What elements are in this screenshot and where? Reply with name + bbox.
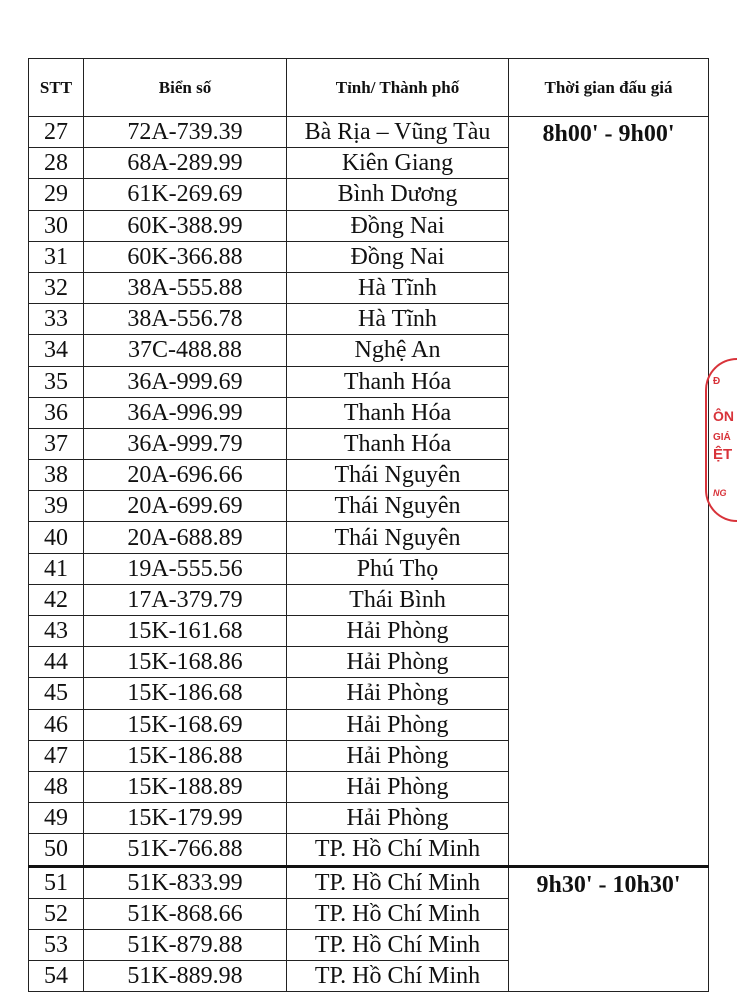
- row-stt: 36: [29, 397, 84, 428]
- row-stt: 44: [29, 647, 84, 678]
- row-stt: 37: [29, 428, 84, 459]
- row-stt: 47: [29, 740, 84, 771]
- row-province: TP. Hồ Chí Minh: [287, 834, 509, 866]
- row-plate: 68A-289.99: [84, 148, 287, 179]
- row-province: Thái Nguyên: [287, 460, 509, 491]
- stamp-text: ỆT: [713, 446, 733, 463]
- table-row: [29, 866, 709, 898]
- row-plate: 72A-739.39: [84, 117, 287, 148]
- row-province: Hải Phòng: [287, 771, 509, 802]
- row-stt: 32: [29, 272, 84, 303]
- row-stt: 40: [29, 522, 84, 553]
- table-row: [29, 117, 709, 148]
- row-stt: 45: [29, 678, 84, 709]
- auction-time-slot: 8h00' - 9h00': [509, 117, 709, 867]
- row-plate: 37C-488.88: [84, 335, 287, 366]
- row-stt: 53: [29, 929, 84, 960]
- row-stt: 54: [29, 961, 84, 992]
- row-plate: 15K-161.68: [84, 616, 287, 647]
- table-body: [29, 117, 709, 992]
- row-province: Thái Bình: [287, 584, 509, 615]
- stamp-text: NG: [713, 488, 727, 498]
- row-stt: 31: [29, 241, 84, 272]
- auction-schedule-table: [28, 58, 709, 992]
- row-stt: 49: [29, 803, 84, 834]
- row-province: Thái Nguyên: [287, 491, 509, 522]
- header-plate: Biển số: [84, 59, 287, 117]
- row-province: Hải Phòng: [287, 616, 509, 647]
- row-province: Hải Phòng: [287, 803, 509, 834]
- row-province: Phú Thọ: [287, 553, 509, 584]
- row-plate: 15K-186.88: [84, 740, 287, 771]
- row-stt: 46: [29, 709, 84, 740]
- row-stt: 38: [29, 460, 84, 491]
- row-province: Nghệ An: [287, 335, 509, 366]
- header-row: [29, 59, 709, 117]
- row-province: TP. Hồ Chí Minh: [287, 866, 509, 898]
- row-stt: 43: [29, 616, 84, 647]
- row-province: Hải Phòng: [287, 740, 509, 771]
- row-province: Thanh Hóa: [287, 366, 509, 397]
- header-stt: STT: [29, 59, 84, 117]
- row-stt: 42: [29, 584, 84, 615]
- row-plate: 19A-555.56: [84, 553, 287, 584]
- row-stt: 39: [29, 491, 84, 522]
- row-province: Kiên Giang: [287, 148, 509, 179]
- header-province: Tỉnh/ Thành phố: [287, 59, 509, 117]
- row-plate: 38A-556.78: [84, 304, 287, 335]
- row-plate: 38A-555.88: [84, 272, 287, 303]
- row-stt: 30: [29, 210, 84, 241]
- row-province: Thanh Hóa: [287, 397, 509, 428]
- row-province: TP. Hồ Chí Minh: [287, 898, 509, 929]
- row-province: Bà Rịa – Vũng Tàu: [287, 117, 509, 148]
- row-stt: 33: [29, 304, 84, 335]
- auction-time-slot: 9h30' - 10h30': [509, 866, 709, 992]
- header-auction-time: Thời gian đấu giá: [509, 59, 709, 117]
- row-plate: 36A-996.99: [84, 397, 287, 428]
- row-stt: 51: [29, 866, 84, 898]
- row-stt: 52: [29, 898, 84, 929]
- row-stt: 34: [29, 335, 84, 366]
- row-plate: 51K-766.88: [84, 834, 287, 866]
- row-stt: 50: [29, 834, 84, 866]
- row-province: Hải Phòng: [287, 647, 509, 678]
- row-stt: 28: [29, 148, 84, 179]
- row-stt: 41: [29, 553, 84, 584]
- row-plate: 60K-388.99: [84, 210, 287, 241]
- row-stt: 27: [29, 117, 84, 148]
- row-plate: 20A-699.69: [84, 491, 287, 522]
- row-province: TP. Hồ Chí Minh: [287, 961, 509, 992]
- row-plate: 15K-168.86: [84, 647, 287, 678]
- row-plate: 15K-188.89: [84, 771, 287, 802]
- row-province: Bình Dương: [287, 179, 509, 210]
- row-stt: 48: [29, 771, 84, 802]
- row-plate: 60K-366.88: [84, 241, 287, 272]
- row-province: Hà Tĩnh: [287, 272, 509, 303]
- row-province: Hà Tĩnh: [287, 304, 509, 335]
- row-plate: 51K-889.98: [84, 961, 287, 992]
- row-plate: 61K-269.69: [84, 179, 287, 210]
- row-province: Hải Phòng: [287, 678, 509, 709]
- red-seal-stamp: [705, 358, 737, 522]
- row-plate: 15K-186.68: [84, 678, 287, 709]
- row-plate: 51K-833.99: [84, 866, 287, 898]
- row-province: Đồng Nai: [287, 210, 509, 241]
- row-province: Hải Phòng: [287, 709, 509, 740]
- row-plate: 20A-696.66: [84, 460, 287, 491]
- row-stt: 35: [29, 366, 84, 397]
- row-province: Thái Nguyên: [287, 522, 509, 553]
- row-plate: 36A-999.79: [84, 428, 287, 459]
- row-province: Thanh Hóa: [287, 428, 509, 459]
- stamp-text: GIÁ: [713, 432, 731, 443]
- row-plate: 15K-179.99: [84, 803, 287, 834]
- row-plate: 15K-168.69: [84, 709, 287, 740]
- row-stt: 29: [29, 179, 84, 210]
- row-province: TP. Hồ Chí Minh: [287, 929, 509, 960]
- stamp-text: Đ: [713, 376, 721, 387]
- row-plate: 20A-688.89: [84, 522, 287, 553]
- row-plate: 36A-999.69: [84, 366, 287, 397]
- row-plate: 51K-868.66: [84, 898, 287, 929]
- row-plate: 51K-879.88: [84, 929, 287, 960]
- stamp-text: ÔN: [713, 408, 734, 424]
- row-plate: 17A-379.79: [84, 584, 287, 615]
- row-province: Đồng Nai: [287, 241, 509, 272]
